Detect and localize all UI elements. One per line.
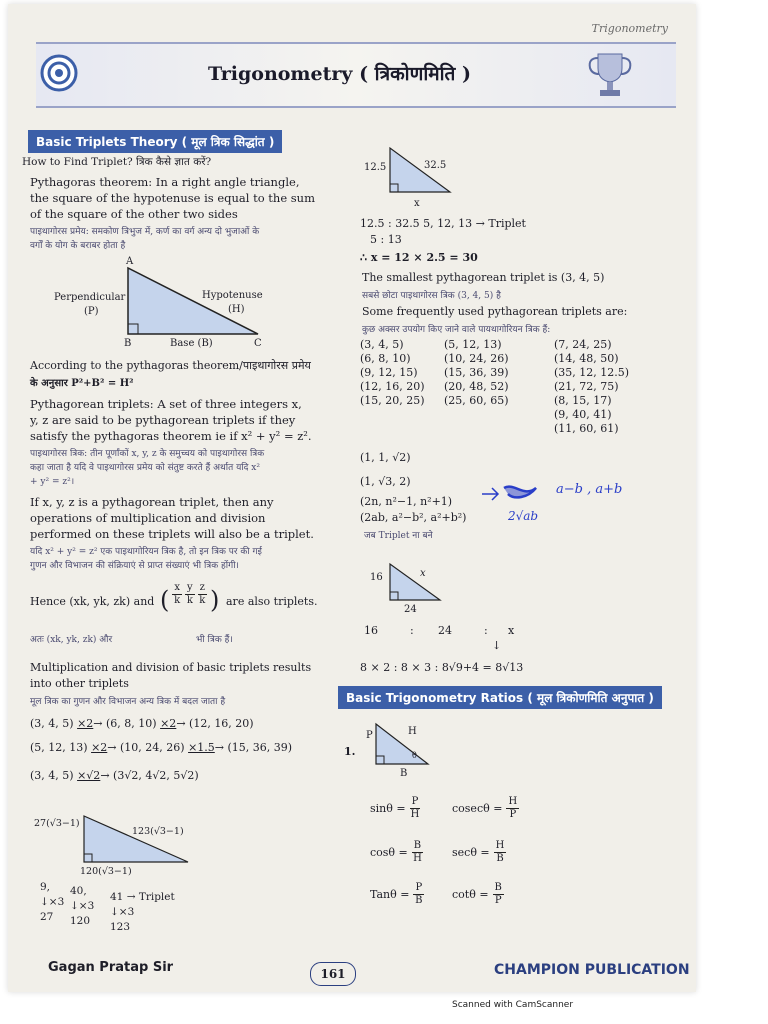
pythagoras-formula: के अनुसार P²+B² = H² [30,378,134,389]
how-to-heading: How to Find Triplet? त्रिक कैसे ज्ञात करें? [22,156,212,168]
running-header: Trigonometry [591,22,668,35]
ratio-triangle-h: H [408,726,417,737]
perpendicular-symbol: (P) [84,306,99,317]
triplets-def-line-3: satisfy the pythagoras theorem ie if x² + y² = z². [30,429,312,443]
table-row: (11, 60, 61) [554,422,619,435]
cot-ratio: cotθ = $\frac{B}{P}$ [452,882,502,906]
triangle3-base-label: 24 [404,604,417,615]
calc-column-3: 41 → Triplet ↓×3 123 [110,891,175,933]
ratio-line-3: ∴ x = 12 × 2.5 = 30 [360,251,478,264]
triangle1-hyp-label: 32.5 [424,160,447,171]
hypotenuse-label: Hypotenuse [202,290,263,301]
smallest-triplet-text: The smallest pythagorean triplet is (3, 4, 5) [362,271,605,284]
general-triplet-2: (1, √3, 2) [360,475,411,488]
triangle1-base-label: x [414,198,420,209]
pythagoras-hindi-1: पाइथागोरस प्रमेय: समकोण त्रिभुज में, कर्ण का वर्ग अन्य दो भुजाओं के [30,227,260,237]
proportion-row-1: 16 : 24 : x [364,624,515,637]
author-name: Gagan Pratap Sir [48,960,174,975]
proportion-row-2: 8 × 2 : 8 × 3 : 8√9+4 = 8√13 [360,661,524,674]
table-row: (3, 4, 5) (5, 12, 13) (7, 24, 25) [360,338,612,351]
triangle3-side-label: 16 [370,572,383,583]
multiplication-rule-1: If x, y, z is a pythagorean triplet, then any [30,495,274,509]
handwritten-scribble [480,480,550,504]
sine-ratio: sinθ = $\frac{P}{H}$ [370,796,420,820]
general-triplet-3: (2n, n²−1, n²+1) [360,495,453,508]
book-page [8,4,696,992]
atah-text: अतः (xk, yk, zk) और [30,635,113,645]
triangle2-hyp-label: 123(√3−1) [132,826,184,837]
frequent-triplets-hindi: कुछ अक्सर उपयोग किए जाने वाले पायथागोरियन त्रिक हैं: [362,325,551,335]
ratio-triangle-b: B [400,768,408,779]
multiplication-rule-3: performed on these triplets will also be a triplet. [30,527,314,541]
target-icon [40,54,78,92]
page-title: Trigonometry ( त्रिकोणमिति ) [208,63,471,85]
perpendicular-label: Perpendicular [54,292,126,303]
scanner-watermark: Scanned with CamScanner [452,1000,574,1010]
chain-row-1: (3, 4, 5) ×2→ (6, 8, 10) ×2→ (12, 16, 20) [30,717,254,730]
triangle-example-3 [384,558,454,608]
table-row: (9, 12, 15) (15, 36, 39) (35, 12, 12.5) [360,366,630,379]
calc-column-1: 9, ↓×3 27 [40,881,65,923]
hence-suffix: are also triplets. [226,595,318,608]
vertex-c-label: C [254,338,262,349]
multiplication-hindi-1: यदि x² + y² = z² एक पाइथागोरियन त्रिक है, तो इन त्रिक पर की गई [30,547,262,557]
hence-text: Hence (xk, yk, zk) and [30,595,155,608]
table-row: (6, 8, 10) (10, 24, 26) (14, 48, 50) [360,352,619,365]
tan-ratio: Tanθ = $\frac{P}{B}$ [370,882,423,906]
frequent-triplets-text: Some frequently used pythagorean triplets are: [362,305,628,318]
general-triplet-hindi: जब Triplet ना बने [364,531,433,541]
triplets-hindi-3: + y² = z²। [30,477,75,487]
vertex-a-label: A [126,256,134,267]
triplets-table [360,338,635,436]
hypotenuse-symbol: (H) [228,304,245,315]
chain-row-3: (3, 4, 5) ×√2→ (3√2, 4√2, 5√2) [30,769,199,782]
cosec-ratio: cosecθ = $\frac{H}{P}$ [452,796,518,820]
general-triplet-1: (1, 1, √2) [360,451,411,464]
triplets-hindi-1: पाइथागोरस त्रिक: तीन पूर्णांकों x, y, z के समुच्चय को पाइथागोरस त्रिक [30,449,265,459]
page-number: 161 [310,962,356,986]
smallest-triplet-hindi: सबसे छोटा पाइथागोरस त्रिक (3, 4, 5) है [362,291,501,301]
according-line-1: According to the pythagoras theorem/पाइथागोरस प्रमेय [30,359,311,372]
list-number: 1. [344,745,356,758]
triangle3-hyp-label: x [420,568,426,579]
section-heading-triplets: Basic Triplets Theory ( मूल त्रिक सिद्धांत ) [28,130,282,153]
triplets-def-line-1: Pythagorean triplets: A set of three integers x, [30,397,302,411]
ratio-triangle-theta: θ [412,751,417,760]
ratio-triangle-p: P [366,730,373,741]
table-row: (9, 40, 41) [554,408,612,421]
trophy-icon [582,48,638,104]
calc-column-2: 40, ↓×3 120 [70,885,95,927]
pythagoras-hindi-2: वर्गों के योग के बराबर होता है [30,241,126,251]
ratio-line-1: 12.5 : 32.5 5, 12, 13 → Triplet [360,217,526,230]
triangle-example-2 [78,810,198,870]
triplets-hindi-2: कहा जाता है यदि वे पाइथागोरस प्रमेय को संतुष्ट करते हैं अर्थात यदि x² [30,463,260,473]
publisher-logo: CHAMPION PUBLICATION [494,962,690,978]
table-row: (15, 20, 25) (25, 60, 65) (8, 15, 17) [360,394,612,407]
section-heading-ratios: Basic Trigonometry Ratios ( मूल त्रिकोणमिति अनुपात ) [338,686,662,709]
atah-suffix: भी त्रिक हैं। [196,635,233,645]
handwritten-note-1: a−b , a+b [556,482,623,497]
sec-ratio: secθ = $\frac{H}{B}$ [452,840,505,864]
basic-mult-hindi: मूल त्रिक का गुणन और विभाजन अन्य त्रिक में बदल जाता है [30,697,226,707]
multiplication-rule-2: operations of multiplication and division [30,511,266,525]
basic-mult-line-1: Multiplication and division of basic triplets results [30,661,312,674]
triangle2-base-label: 120(√3−1) [80,866,132,877]
pythagoras-line-2: the square of the hypotenuse is equal to the sum [30,191,315,205]
basic-mult-line-2: into other triplets [30,677,129,690]
ratio-line-2: 5 : 13 [370,233,402,246]
proportion-arrow: ↓ [492,639,502,652]
general-triplet-4: (2ab, a²−b², a²+b²) [360,511,467,524]
fraction-triplet: ( $\frac{x}{k}$ $\frac{y}{k}$ $\frac{z}{k}$ ) [160,582,220,614]
triplets-def-line-2: y, z are said to be pythagorean triplets if they [30,413,296,427]
table-row: (12, 16, 20) (20, 48, 52) (21, 72, 75) [360,380,619,393]
triangle-ratio-diagram [368,718,438,770]
multiplication-hindi-2: गुणन और विभाजन की संक्रियाएं से प्राप्त संख्याएं भी त्रिक होंगी। [30,561,239,571]
pythagoras-line-3: of the square of the other two sides [30,207,238,221]
cos-ratio: cosθ = $\frac{B}{H}$ [370,840,422,864]
triangle1-side-label: 12.5 [364,162,387,173]
base-label: Base (B) [170,338,213,349]
vertex-b-label: B [124,338,132,349]
chain-row-2: (5, 12, 13) ×2→ (10, 24, 26) ×1.5→ (15, 36, 39) [30,741,293,754]
handwritten-note-2: 2√ab [508,509,539,523]
triangle2-side-label: 27(√3−1) [34,818,80,829]
pythagoras-line-1: Pythagoras theorem: In a right angle triangle, [30,175,300,189]
